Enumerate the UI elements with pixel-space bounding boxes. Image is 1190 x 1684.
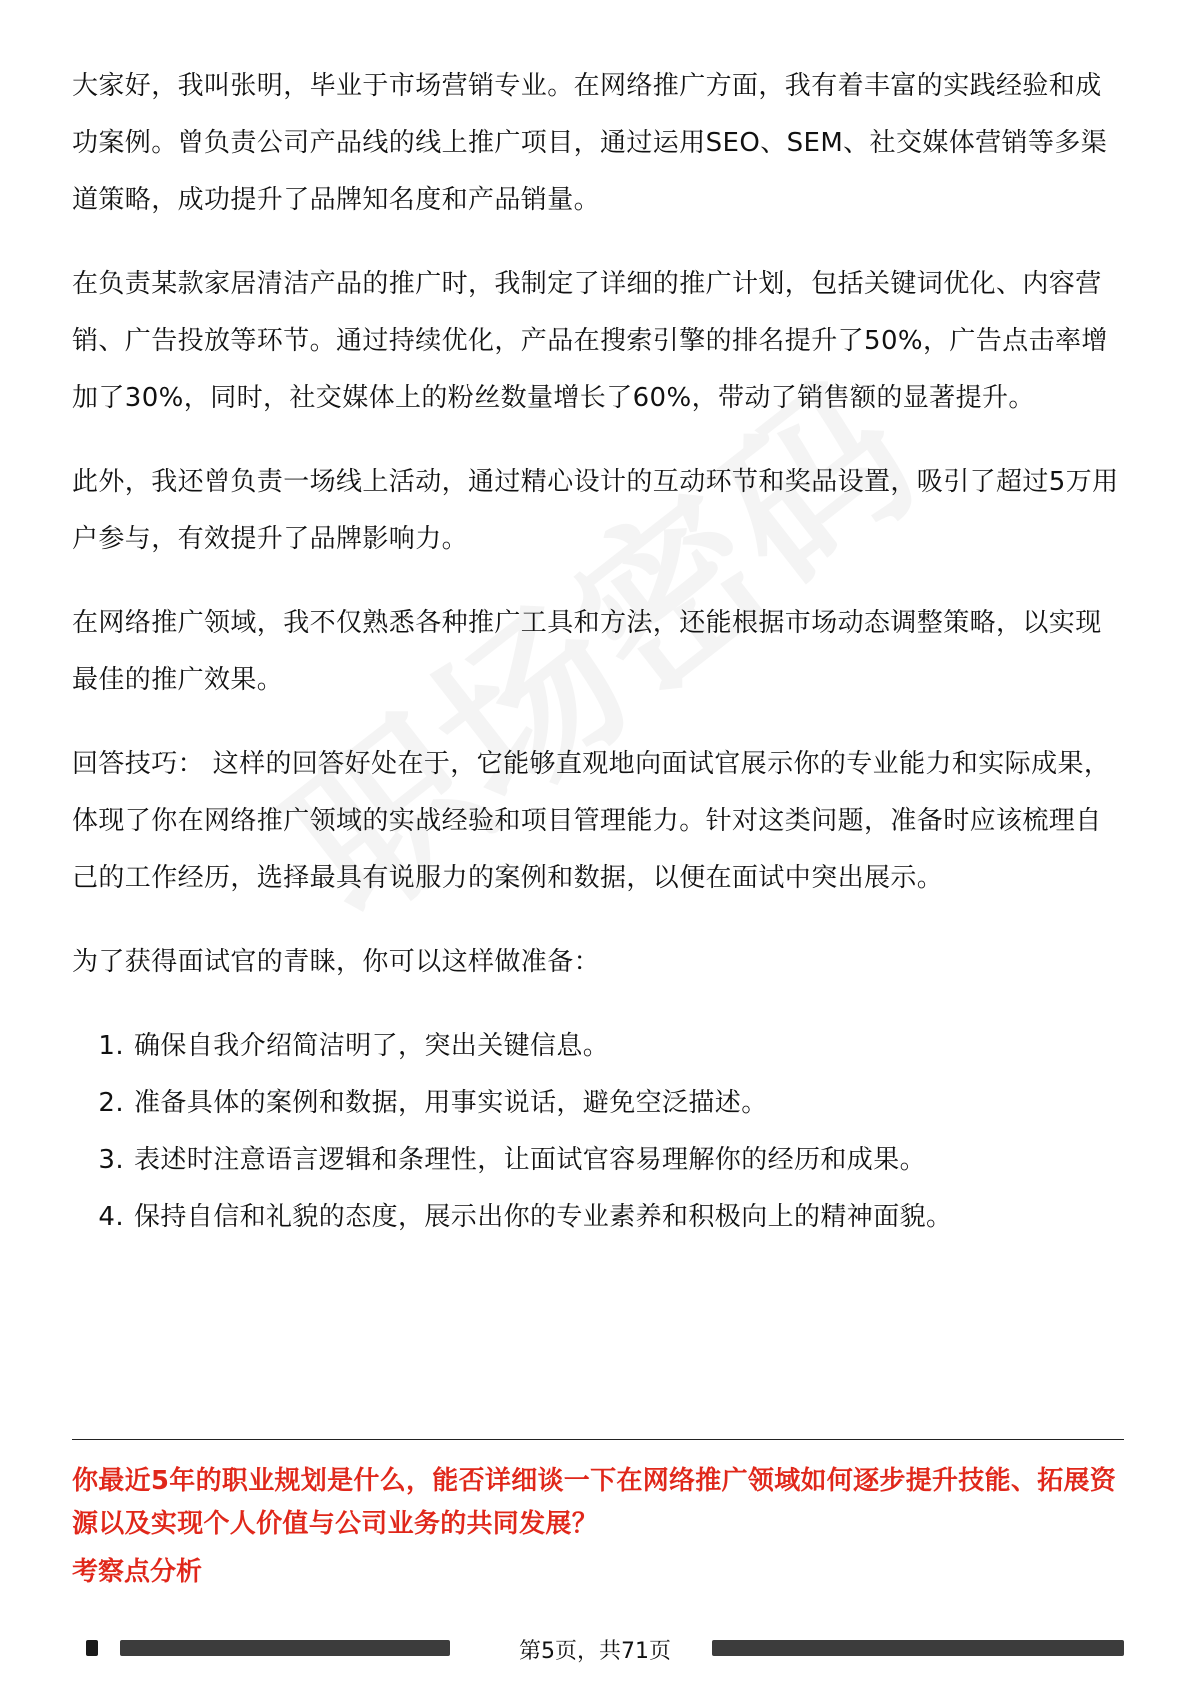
paragraph-tips: 回答技巧： 这样的回答好处在于，它能够直观地向面试官展示你的专业能力和实际成果，体现了你在网络推广领域的实战经验和项目管理能力。针对这类问题，准备时应该梳理自己的工作经历，选择最具有说服力的案例和数据，以便在面试中突出展示。	[72, 749, 1111, 893]
page-number: 第5页，共71页	[513, 1639, 677, 1664]
list-number: 1.	[98, 1031, 124, 1061]
next-question-heading: 你最近5年的职业规划是什么，能否详细谈一下在网络推广领域如何逐步提升技能、拓展资源以及实现个人价值与公司业务的共同发展？	[72, 1466, 1117, 1539]
list-number: 2.	[98, 1088, 124, 1118]
page-footer	[0, 1637, 1190, 1667]
list-number: 4.	[98, 1202, 124, 1232]
preparation-list	[72, 1018, 1122, 1246]
document-body	[72, 58, 1122, 1246]
list-number: 3.	[98, 1145, 124, 1175]
paragraph-intro: 大家好，我叫张明，毕业于市场营销专业。在网络推广方面，我有着丰富的实践经验和成功案例。曾负责公司产品线的线上推广项目，通过运用SEO、SEM、社交媒体营销等多渠道策略，成功提升了品牌知名度和产品销量。	[72, 71, 1108, 215]
paragraph-skills: 在网络推广领域，我不仅熟悉各种推广工具和方法，还能根据市场动态调整策略，以实现最佳的推广效果。	[72, 608, 1102, 695]
list-item	[72, 1075, 1122, 1132]
section-divider	[72, 1439, 1124, 1440]
list-text: 表述时注意语言逻辑和条理性，让面试官容易理解你的经历和成果。	[134, 1145, 927, 1175]
list-item	[72, 1132, 1122, 1189]
list-item	[72, 1018, 1122, 1075]
list-text: 保持自信和礼貌的态度，展示出你的专业素养和积极向上的精神面貌。	[134, 1202, 953, 1232]
paragraph-prepare: 为了获得面试官的青睐，你可以这样做准备：	[72, 947, 601, 977]
list-text: 准备具体的案例和数据，用事实说话，避免空泛描述。	[134, 1088, 768, 1118]
list-item	[72, 1189, 1122, 1246]
list-text: 确保自我介绍简洁明了，突出关键信息。	[134, 1031, 610, 1061]
analysis-heading: 考察点分析	[72, 1557, 203, 1587]
paragraph-case: 在负责某款家居清洁产品的推广时，我制定了详细的推广计划，包括关键词优化、内容营销、广告投放等环节。通过持续优化，产品在搜索引擎的排名提升了50%，广告点击率增加了30%，同时，社交媒体上的粉丝数量增长了60%，带动了销售额的显著提升。	[72, 269, 1108, 413]
paragraph-event: 此外，我还曾负责一场线上活动，通过精心设计的互动环节和奖品设置，吸引了超过5万用户参与，有效提升了品牌影响力。	[72, 467, 1119, 554]
